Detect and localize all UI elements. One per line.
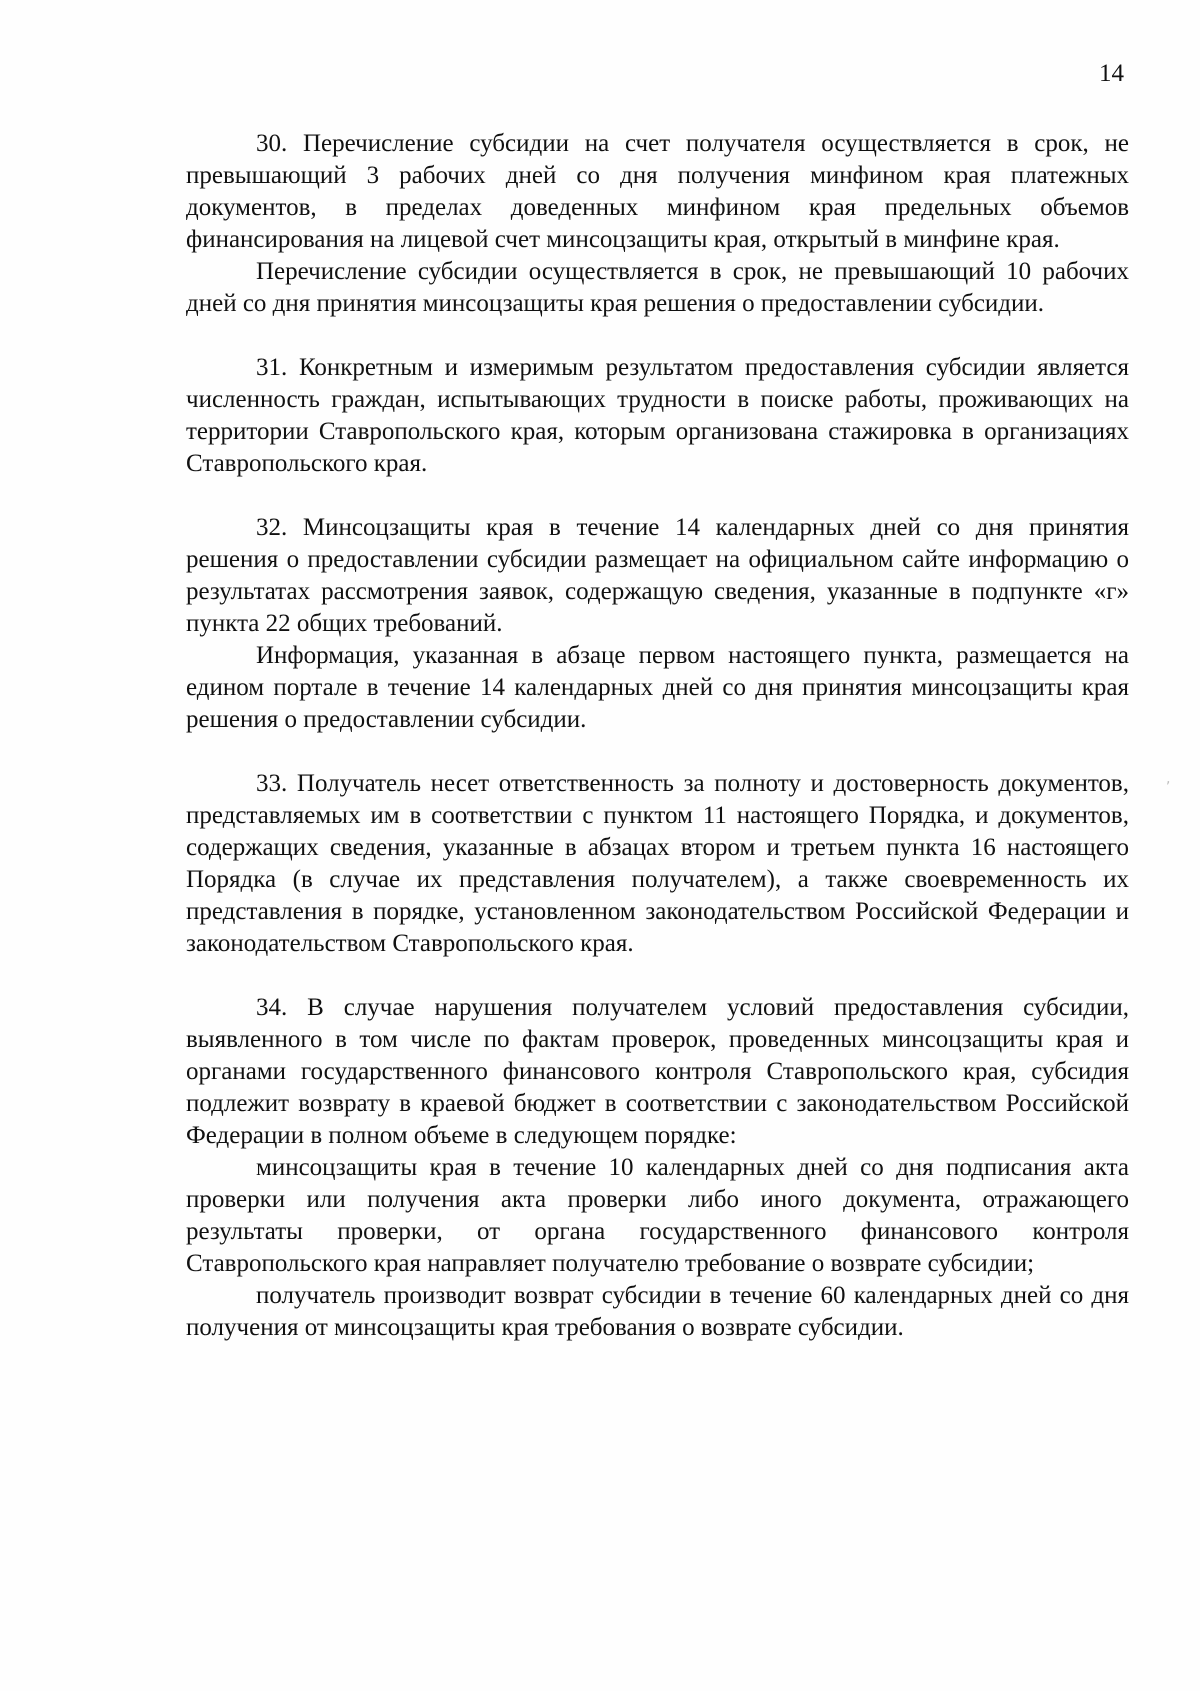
- paragraph: 34. В случае нарушения получателем условий предоставления субсидии, выявленного в том числе по фактам проверок, проведенных минсоцзащиты края и органами государственного финансового контроля Ставропольского края, субсидия подлежит возврату в краевой бюджет в соответствии с законодательством Российской Федерации в полном объеме в следующем порядке:: [186, 994, 1129, 1149]
- paragraph: Перечисление субсидии осуществляется в срок, не превышающий 10 рабочих дней со дня принятия минсоцзащиты края решения о предоставлении субсидии.: [186, 258, 1129, 317]
- paragraph: 33. Получатель несет ответственность за полноту и достоверность документов, представляемых им в соответствии с пунктом 11 настоящего Порядка, и документов, содержащих сведения, указанные в абзацах втором и третьем пункта 16 настоящего Порядка (в случае их представления получателем), а также своевременность их представления в порядке, установленном законодательством Российской Федерации и законодательством Ставропольского края.: [186, 770, 1129, 957]
- document-body: [186, 128, 1129, 1344]
- paragraph: 31. Конкретным и измеримым результатом предоставления субсидии является численность граждан, испытывающих трудности в поиске работы, проживающих на территории Ставропольского края, которым организована стажировка в организациях Ставропольского края.: [186, 354, 1129, 477]
- section-31: [186, 352, 1129, 480]
- scan-speck: ,: [1166, 771, 1171, 787]
- section-32: [186, 512, 1129, 736]
- paragraph: 30. Перечисление субсидии на счет получателя осуществляется в срок, не превышающий 3 рабочих дней со дня получения минфином края платежных документов, в пределах доведенных минфином края предельных объемов финансирования на лицевой счет минсоцзащиты края, открытый в минфине края.: [186, 130, 1129, 253]
- paragraph: минсоцзащиты края в течение 10 календарных дней со дня подписания акта проверки или получения акта проверки либо иного документа, отражающего результаты проверки, от органа государственного финансового контроля Ставропольского края направляет получателю требование о возврате субсидии;: [186, 1154, 1129, 1277]
- page-number: 14: [1099, 60, 1124, 87]
- section-34: [186, 992, 1129, 1344]
- paragraph: Информация, указанная в абзаце первом настоящего пункта, размещается на едином портале в течение 14 календарных дней со дня принятия минсоцзащиты края решения о предоставлении субсидии.: [186, 642, 1129, 733]
- paragraph: получатель производит возврат субсидии в течение 60 календарных дней со дня получения от минсоцзащиты края требования о возврате субсидии.: [186, 1282, 1129, 1341]
- paragraph: 32. Минсоцзащиты края в течение 14 календарных дней со дня принятия решения о предоставлении субсидии размещает на официальном сайте информацию о результатах рассмотрения заявок, содержащую сведения, указанные в подпункте «г» пункта 22 общих требований.: [186, 514, 1129, 637]
- section-30: [186, 128, 1129, 320]
- section-33: [186, 768, 1129, 960]
